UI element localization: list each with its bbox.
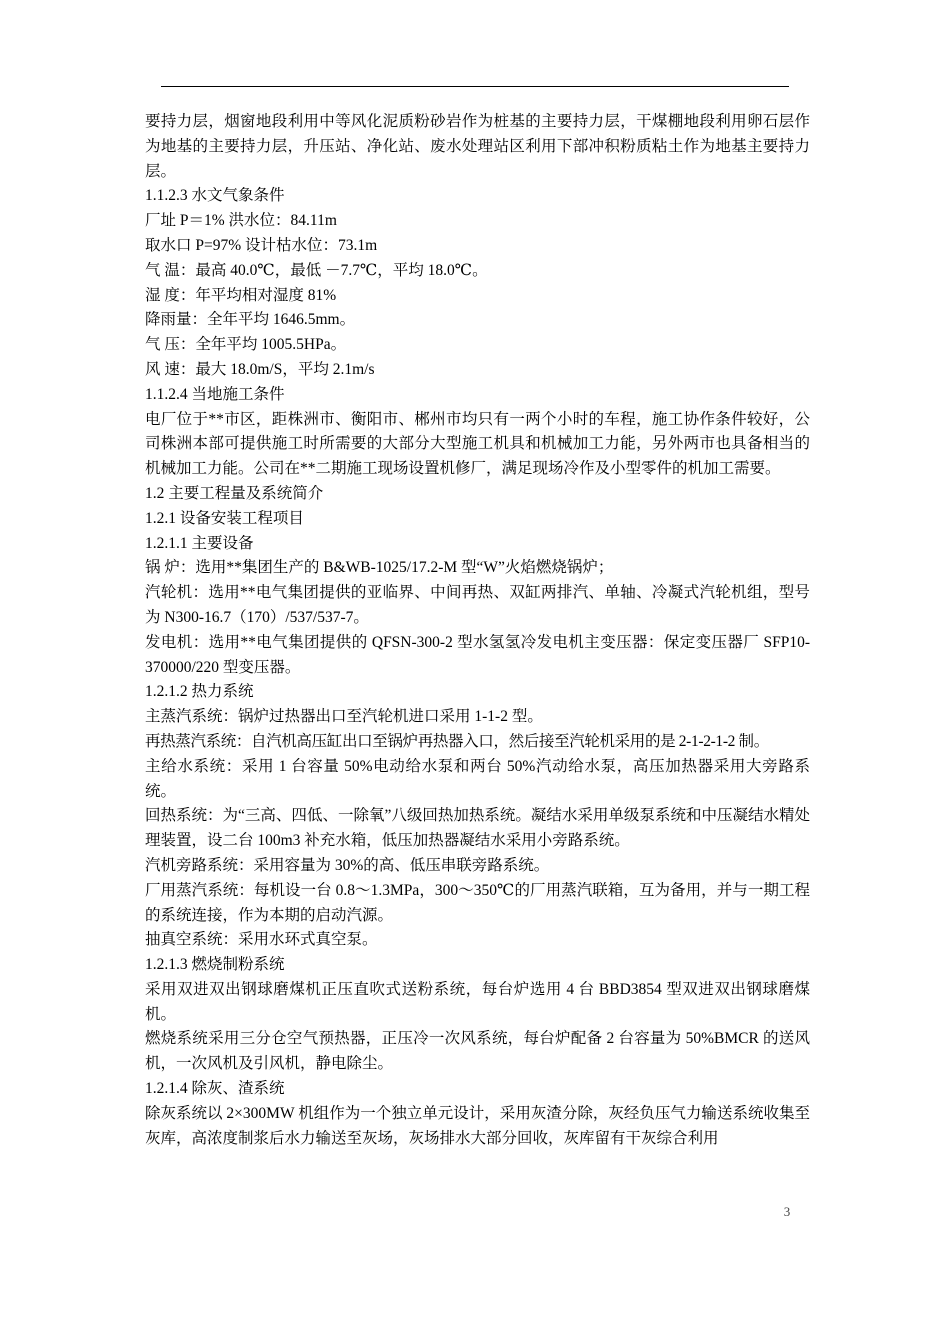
- paragraph-construction-conditions: 电厂位于**市区，距株洲市、衡阳市、郴州市均只有一两个小时的车程，施工协作条件较好，公司株洲本部可提供施工时所需要的大部分大型施工机具和机械加工力能，另外两市也具备相当的机械加工力能。公司在**二期施工现场设置机修厂，满足现场冷作及小型零件的机加工需要。: [145, 410, 810, 478]
- line-main-steam: 主蒸汽系统：锅炉过热器出口至汽轮机进口采用 1-1-2 型。: [145, 708, 543, 726]
- line-pressure: 气 压：全年平均 1005.5HPa。: [145, 336, 347, 354]
- page-number: 3: [783, 1204, 791, 1219]
- paragraph-bearing-layer: 要持力层，烟窗地段利用中等风化泥质粉砂岩作为桩基的主要持力层，干煤棚地段利用卵石层作为地基的主要持力层，升压站、净化站、废水处理站区利用下部冲积粉质粘土作为地基主要持力层。: [145, 113, 810, 180]
- line-dry-water-level: 取水口 P=97% 设计枯水位：73.1m: [145, 236, 378, 254]
- heading-1-2: 1.2 主要工程量及系统简介: [145, 484, 324, 502]
- line-wind-speed: 风 速：最大 18.0m/S，平均 2.1m/s: [145, 360, 375, 378]
- paragraph-generator: 发电机：选用**电气集团提供的 QFSN-300-2 型水氢氢冷发电机主变压器：保定变压器厂 SFP10-370000/220 型变压器。: [145, 633, 810, 676]
- heading-1-2-1-4: 1.2.1.4 除灰、渣系统: [145, 1080, 285, 1098]
- line-reheat-steam: 再热蒸汽系统：自汽机高压缸出口至锅炉再热器入口，然后接至汽轮机采用的是 2-1-2-1-2 制。: [145, 732, 769, 750]
- line-temperature: 气 温：最高 40.0℃，最低 －7.7℃，平均 18.0℃。: [145, 261, 488, 279]
- heading-1-2-1-3: 1.2.1.3 燃烧制粉系统: [145, 956, 285, 974]
- paragraph-auxiliary-steam: 厂用蒸汽系统：每机设一台 0.8～1.3MPa，300～350℃的厂用蒸汽联箱，互为备用，并与一期工程的系统连接，作为本期的启动汽源。: [145, 881, 810, 924]
- paragraph-pulverizing: 采用双进双出钢球磨煤机正压直吹式送粉系统，每台炉选用 4 台 BBD3854 型双进双出钢球磨煤机。: [145, 980, 810, 1023]
- heading-1-2-1: 1.2.1 设备安装工程项目: [145, 509, 304, 527]
- heading-1-2-1-1: 1.2.1.1 主要设备: [145, 534, 254, 552]
- paragraph-feedwater: 主给水系统：采用 1 台容量 50%电动给水泵和两台 50%汽动给水泵，高压加热器采用大旁路系统。: [145, 757, 810, 800]
- line-flood-level: 厂址 P＝1% 洪水位：84.11m: [145, 212, 337, 230]
- line-boiler: 锅 炉：选用**集团生产的 B&WB-1025/17.2-M 型“W”火焰燃烧锅炉；: [145, 559, 614, 577]
- paragraph-regenerative: 回热系统：为“三高、四低、一除氧”八级回热加热系统。凝结水采用单级泵系统和中压凝结水精处理装置，设二台 100m3 补充水箱，低压加热器凝结水采用小旁路系统。: [145, 807, 810, 850]
- header-rule: [161, 86, 789, 87]
- heading-1-2-1-2: 1.2.1.2 热力系统: [145, 683, 254, 701]
- paragraph-ash-removal: 除灰系统以 2×300MW 机组作为一个独立单元设计，采用灰渣分除，灰经负压气力输送系统收集至灰库，高浓度制浆后水力输送至灰场，灰场排水大部分回收，灰库留有干灰综合利用: [145, 1104, 810, 1147]
- heading-1-1-2-4: 1.1.2.4 当地施工条件: [145, 385, 285, 403]
- document-body: [145, 110, 810, 1151]
- paragraph-combustion: 燃烧系统采用三分仓空气预热器，正压冷一次风系统，每台炉配备 2 台容量为 50%BMCR 的送风机，一次风机及引风机，静电除尘。: [145, 1030, 810, 1073]
- heading-1-1-2-3: 1.1.2.3 水文气象条件: [145, 187, 285, 205]
- line-humidity: 湿 度：年平均相对湿度 81%: [145, 286, 337, 304]
- line-turbine-bypass: 汽机旁路系统：采用容量为 30%的高、低压串联旁路系统。: [145, 856, 550, 874]
- paragraph-turbine: 汽轮机：选用**电气集团提供的亚临界、中间再热、双缸两排汽、单轴、冷凝式汽轮机组，型号为 N300-16.7（170）/537/537-7。: [145, 584, 810, 626]
- line-rainfall: 降雨量：全年平均 1646.5mm。: [145, 311, 356, 329]
- line-vacuum: 抽真空系统：采用水环式真空泵。: [145, 931, 378, 949]
